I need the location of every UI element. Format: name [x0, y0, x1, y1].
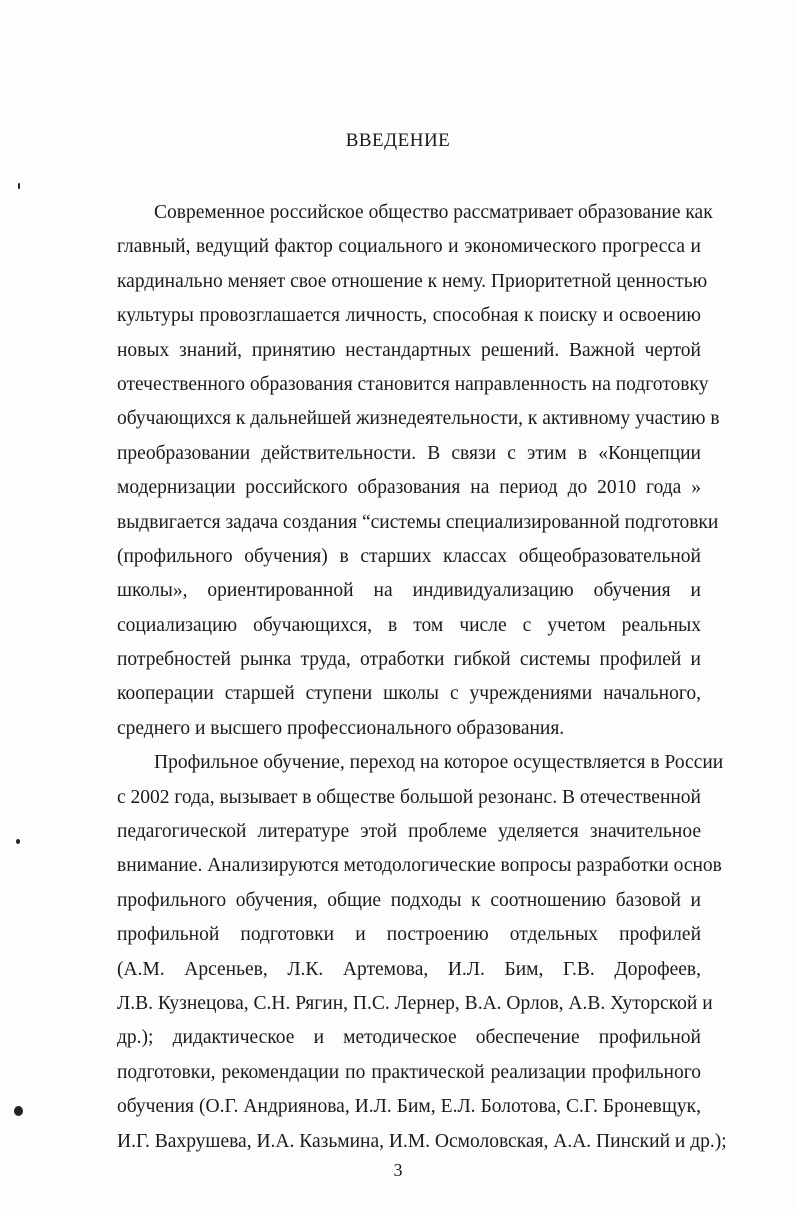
text-line: Л.В. Кузнецова, С.Н. Рягин, П.С. Лернер, В.А. Орлов, А.В. Хуторской и — [117, 992, 713, 1014]
text-line: кооперации старшей ступени школы с учреждениями начального, — [117, 683, 701, 705]
text-line: школы», ориентированной на индивидуализацию обучения и — [117, 580, 701, 602]
text-line: отечественного образования становится направленность на подготовку — [117, 373, 709, 395]
text-line: профильной подготовки и построению отдельных профилей — [117, 924, 701, 946]
page-title: ВВЕДЕНИЕ — [345, 130, 451, 151]
text-line: И.Г. Вахрушева, И.А. Казьмина, И.М. Осмоловская, А.А. Пинский и др.); — [117, 1130, 727, 1152]
text-line: педагогической литературе этой проблеме уделяется значительное — [117, 821, 701, 843]
text-line: главный, ведущий фактор социального и экономического прогресса и — [117, 236, 701, 258]
scan-speck — [14, 1106, 23, 1116]
text-line: социализацию обучающихся, в том числе с учетом реальных — [117, 614, 701, 636]
text-line: (А.М. Арсеньев, Л.К. Артемова, И.Л. Бим, Г.В. Дорофеев, — [117, 958, 701, 980]
text-line: Профильное обучение, переход на которое осуществляется в России — [154, 752, 724, 774]
text-line: культуры провозглашается личность, способная к поиску и освоению — [117, 305, 701, 327]
text-line: др.); дидактическое и методическое обеспечение профильной — [117, 1027, 701, 1049]
text-line: внимание. Анализируются методологические вопросы разработки основ — [117, 855, 722, 877]
text-line: среднего и высшего профессионального образования. — [117, 717, 565, 739]
page-number: 3 — [393, 1160, 403, 1180]
text-line: Современное российское общество рассматривает образование как — [154, 202, 713, 223]
text-line: выдвигается задача создания “системы специализированной подготовки — [117, 511, 719, 533]
text-line: преобразовании действительности. В связи с этим в «Концепции — [117, 442, 701, 464]
text-line: профильного обучения, общие подходы к соотношению базовой и — [117, 889, 701, 911]
scan-speck — [16, 839, 20, 844]
text-line: (профильного обучения) в старших классах общеобразовательной — [117, 545, 701, 567]
text-line: потребностей рынка труда, отработки гибкой системы профилей и — [117, 649, 701, 671]
text-line: обучения (О.Г. Андриянова, И.Л. Бим, Е.Л. Болотова, С.Г. Броневщук, — [117, 1096, 701, 1118]
text-line: обучающихся к дальнейшей жизнедеятельности, к активному участию в — [117, 408, 720, 430]
text-line: с 2002 года, вызывает в обществе большой резонанс. В отечественной — [117, 786, 701, 808]
text-line: модернизации российского образования на период до 2010 года » — [117, 477, 701, 499]
text-line: подготовки, рекомендации по практической реализации профильного — [117, 1061, 701, 1083]
body-text — [117, 196, 727, 1159]
text-line: кардинально меняет свое отношение к нему. Приоритетной ценностью — [117, 270, 708, 292]
text-line: новых знаний, принятию нестандартных решений. Важной чертой — [117, 339, 701, 361]
scan-speck — [18, 183, 20, 189]
